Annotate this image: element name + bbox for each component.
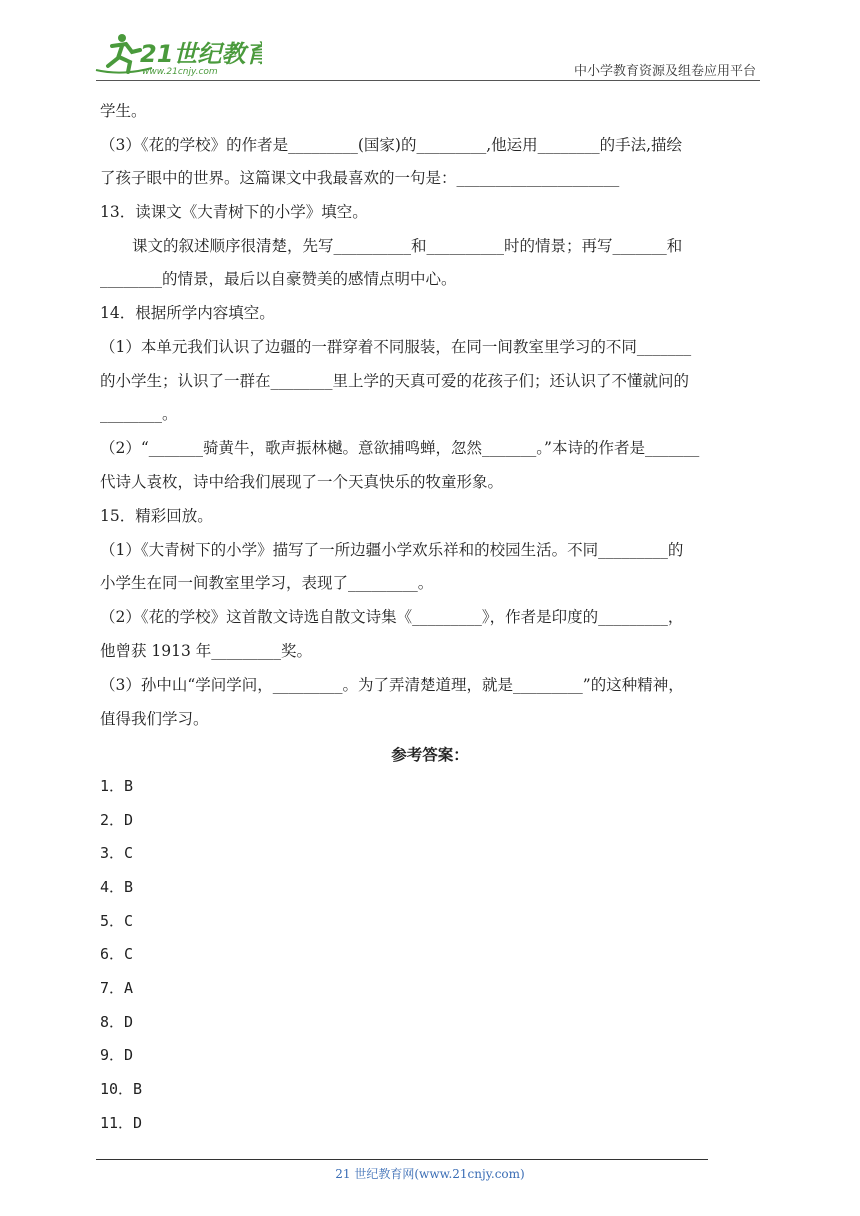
text-line: （3）孙中山“学问学问，_________。为了弄清楚道理，就是_________”的这种精神， xyxy=(100,676,684,694)
text-line: 值得我们学习。 xyxy=(100,710,209,728)
answer-item: 10．B xyxy=(100,1080,143,1098)
answer-item: 1．B xyxy=(100,777,134,795)
text-line: （3）《花的学校》的作者是_________(国家)的_________,他运用________的手法,描绘 xyxy=(100,136,683,154)
runner-logo-icon xyxy=(92,30,262,78)
answer-item: 9．D xyxy=(100,1046,134,1064)
footer-divider xyxy=(96,1159,708,1160)
answer-item: 3．C xyxy=(100,844,134,862)
text-line: 他曾获 1913 年_________奖。 xyxy=(100,642,313,660)
answer-item: 11．D xyxy=(100,1114,143,1132)
footer-text: 21 世纪教育网(www.21cnjy.com) xyxy=(335,1167,525,1181)
text-line: ________。 xyxy=(100,405,178,423)
answer-item: 4．B xyxy=(100,878,134,896)
text-line: （2）“_______骑黄牛，歌声振林樾。意欲捕鸣蝉，忽然_______。”本诗的作者是_______ xyxy=(100,439,700,457)
text-line: 学生。 xyxy=(100,102,147,120)
text-line: 小学生在同一间教室里学习，表现了_________。 xyxy=(100,574,434,592)
text-line: （1）《大青树下的小学》描写了一所边疆小学欢乐祥和的校园生活。不同_________的 xyxy=(100,541,684,559)
text-line: 课文的叙述顺序很清楚，先写__________和__________时的情景；再写_______和 xyxy=(132,237,683,255)
text-line: 了孩子眼中的世界。这篇课文中我最喜欢的一句是：_____________________ xyxy=(100,169,620,187)
text-line: （1）本单元我们认识了边疆的一群穿着不同服装，在同一间教室里学习的不同_______ xyxy=(100,338,692,356)
platform-name: 中小学教育资源及组卷应用平台 xyxy=(573,64,756,79)
logo-sub-text: www.21cnjy.com xyxy=(142,67,218,77)
question-heading: 14．根据所学内容填空。 xyxy=(100,304,275,322)
text-line: 代诗人袁枚，诗中给我们展现了一个天真快乐的牧童形象。 xyxy=(100,473,504,491)
header-divider xyxy=(96,80,760,81)
question-heading: 15．精彩回放。 xyxy=(100,507,213,525)
text-line: ________的情景，最后以自豪赞美的感情点明中心。 xyxy=(100,270,457,288)
text-line: （2）《花的学校》这首散文诗选自散文诗集《_________》，作者是印度的_________， xyxy=(100,608,684,626)
text-line: 的小学生；认识了一群在________里上学的天真可爱的花孩子们；还认识了不懂就问的 xyxy=(100,372,690,390)
site-logo xyxy=(92,30,262,78)
answer-item: 2．D xyxy=(100,811,134,829)
answer-item: 6．C xyxy=(100,945,134,963)
answer-item: 8．D xyxy=(100,1013,134,1031)
logo-main-text: 21世纪教育 xyxy=(140,40,262,68)
answer-item: 7．A xyxy=(100,979,134,997)
question-heading: 13．读课文《大青树下的小学》填空。 xyxy=(100,203,368,221)
answers-title: 参考答案： xyxy=(391,745,469,764)
answer-item: 5．C xyxy=(100,912,134,930)
